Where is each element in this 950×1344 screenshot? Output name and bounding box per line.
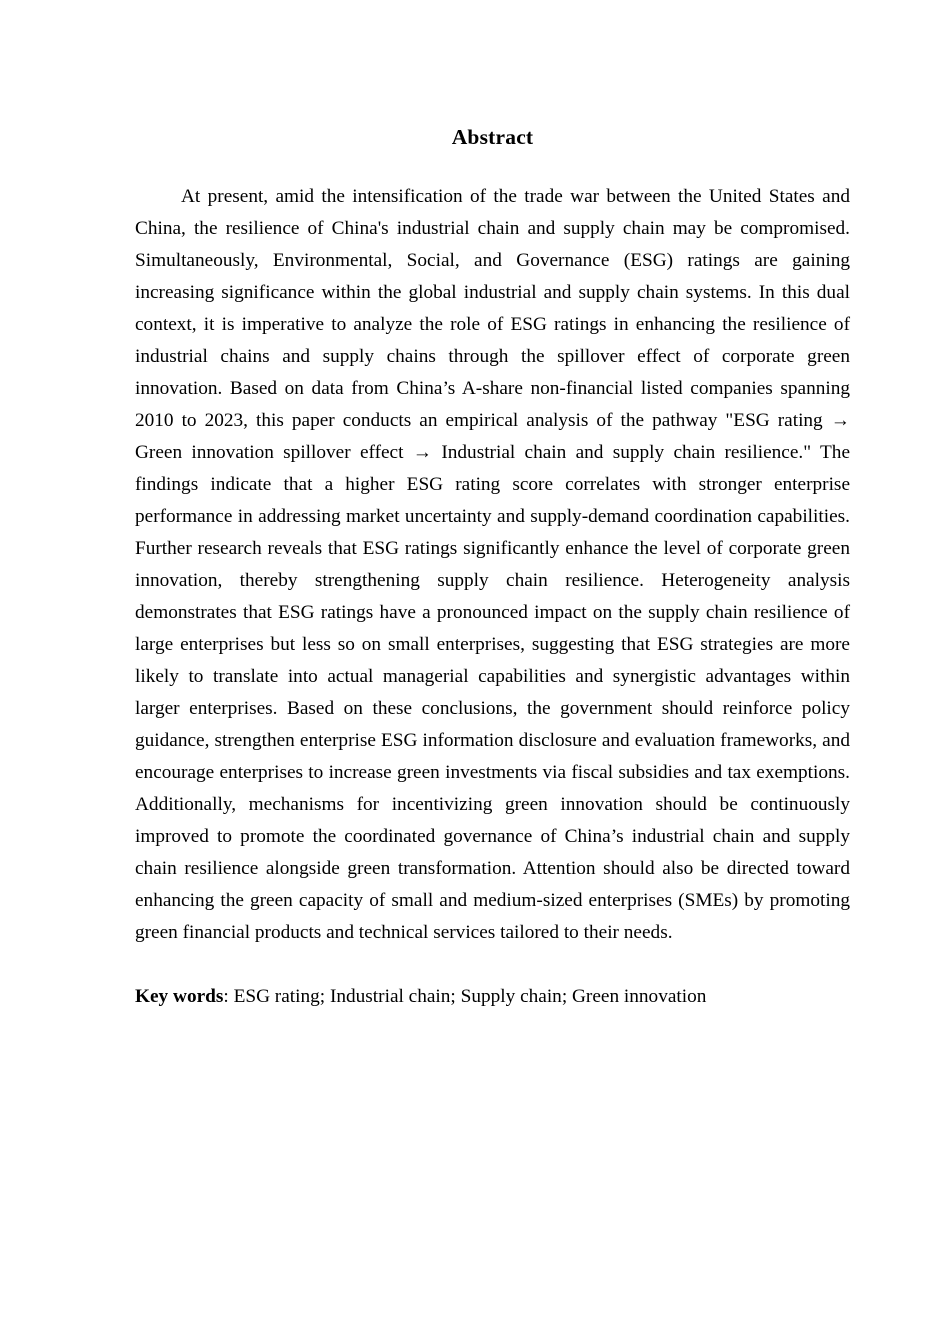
keywords-terms: ESG rating; Industrial chain; Supply chain; Green innovation <box>233 986 707 1007</box>
keywords-line <box>135 949 850 1013</box>
abstract-paragraph: At present, amid the intensification of the trade war between the United States and China, the resilience of China's industrial chain and supply chain may be compromised. Simultaneously, Environmental, Social, and Governance (ESG) ratings are gaining increasing significance within the global industrial and supply chain systems. In this dual context, it is imperative to analyze the role of ESG ratings in enhancing the resilience of industrial chains and supply chains through the spillover effect of corporate green innovation. Based on data from China’s A-share non-financial listed companies spanning 2010 to 2023, this paper conducts an empirical analysis of the pathway "ESG rating → Green innovation spillover effect → Industrial chain and supply chain resilience." The findings indicate that a higher ESG rating score correlates with stronger enterprise performance in addressing market uncertainty and supply-demand coordination capabilities. Further research reveals that ESG ratings significantly enhance the level of corporate green innovation, thereby strengthening supply chain resilience. Heterogeneity analysis demonstrates that ESG ratings have a pronounced impact on the supply chain resilience of large enterprises but less so on small enterprises, suggesting that ESG strategies are more likely to translate into actual managerial capabilities and synergistic advantages within larger enterprises. Based on these conclusions, the government should reinforce policy guidance, strengthen enterprise ESG information disclosure and evaluation frameworks, and encourage enterprises to increase green investments via fiscal subsidies and tax exemptions. Additionally, mechanisms for incentivizing green innovation should be continuously improved to promote the coordinated governance of China’s industrial chain and supply chain resilience alongside green transformation. Attention should also be directed toward enhancing the green capacity of small and medium-sized enterprises (SMEs) by promoting green financial products and technical services tailored to their needs. <box>135 186 850 943</box>
keywords-label: Key words <box>135 986 224 1007</box>
keywords-separator: : <box>223 986 234 1007</box>
page-title: Abstract <box>451 125 534 149</box>
page-content-column <box>135 0 850 1013</box>
